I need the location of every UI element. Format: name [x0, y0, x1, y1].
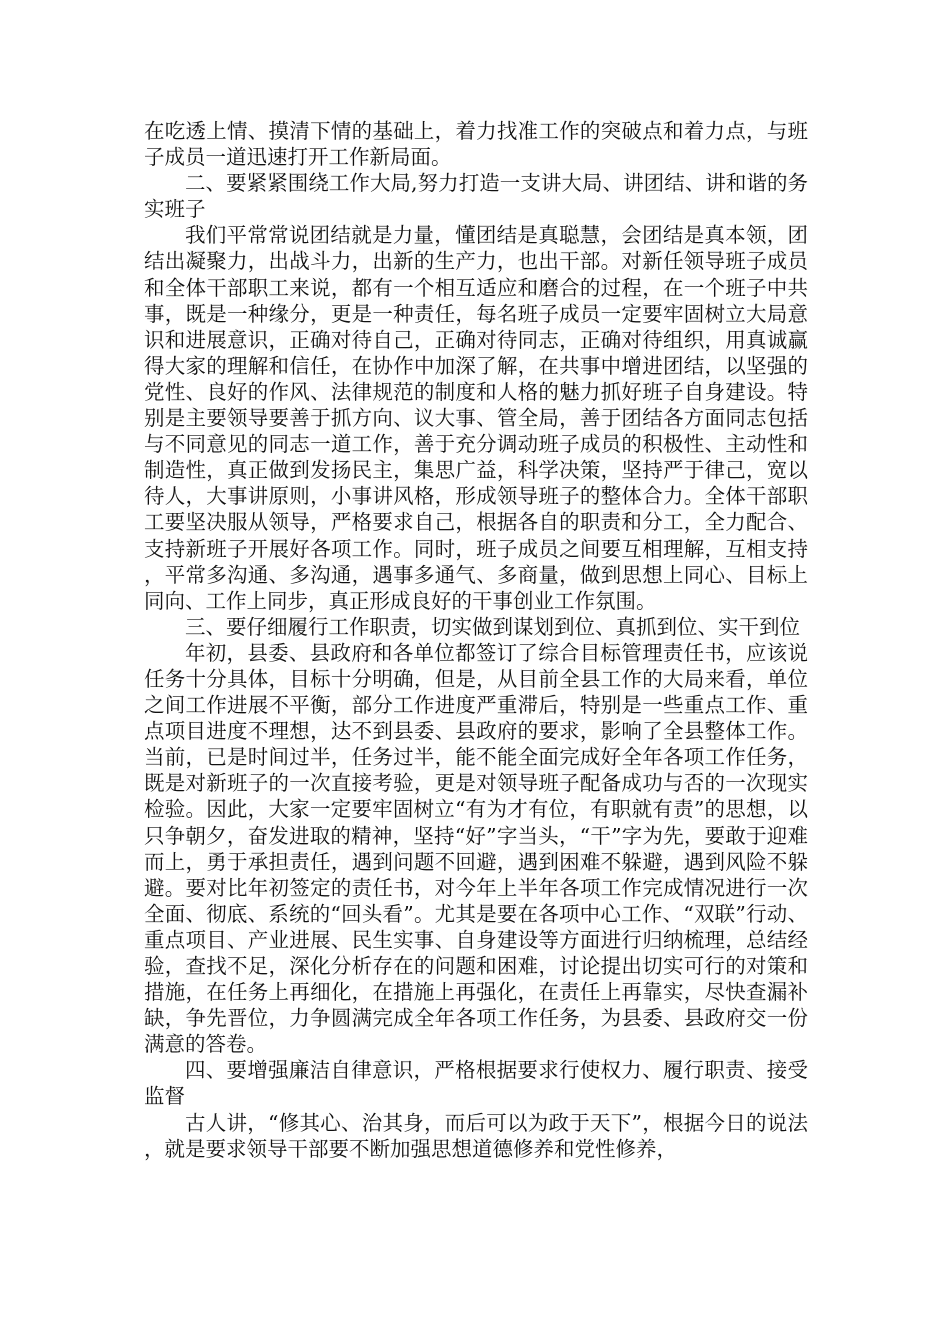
paragraph-duties: 年初，县委、县政府和各单位都签订了综合目标管理责任书，应该说任务十分具体，目标十分明确，但是，从目前全县工作的大局来看，单位之间工作进展不平衡，部分工作进度严重滞后，特别是一些重点工作、重点项目进度不理想，达不到县委、县政府的要求，影响了全县整体工作。当前，已是时间过半，任务过半，能不能全面完成好全年各项工作任务，既是对新班子的一次直接考验，更是对领导班子配备成功与否的一次现实检验。因此，大家一定要牢固树立“有为才有位，有职就有责”的思想，以只争朝夕，奋发进取的精神，坚持“好”字当头，“干”字为先，要敢于迎难而上，勇于承担责任，遇到问题不回避，遇到困难不躲避，遇到风险不躲避。要对比年初签定的责任书，对今年上半年各项工作完成情况进行一次全面、彻底、系统的“回头看”。尤其是要在各项中心工作、“双联”行动、重点项目、产业进展、民生实事、自身建设等方面进行归纳梳理，总结经验，查找不足，深化分析存在的问题和困难，讨论提出切实可行的对策和措施，在任务上再细化，在措施上再强化，在责任上再靠实，尽快查漏补缺，争先晋位，力争圆满完成全年各项工作任务，为县委、县政府交一份满意的答卷。 — [144, 640, 808, 1057]
paragraph-continuation: 在吃透上情、摸清下情的基础上，着力找准工作的突破点和着力点，与班子成员一道迅速打开工作新局面。 — [144, 119, 808, 170]
section-heading-3: 三、要仔细履行工作职责，切实做到谋划到位、真抓到位、实干到位 — [185, 614, 800, 639]
paragraph-unity: 我们平常常说团结就是力量，懂团结是真聪慧，会团结是真本领，团结出凝聚力，出战斗力，出新的生产力，也出干部。对新任领导班子成员和全体干部职工来说，都有一个相互适应和磨合的过程，在一个班子中共事，既是一种缘分，更是一种责任，每名班子成员一定要牢固树立大局意识和进展意识，正确对待自己，正确对待同志，正确对待组织，用真诚赢得大家的理解和信任，在协作中加深了解，在共事中增进团结，以坚强的党性、良好的作风、法律规范的制度和人格的魅力抓好班子自身建设。特别是主要领导要善于抓方向、议大事、管全局，善于团结各方面同志包括与不同意见的同志一道工作，善于充分调动班子成员的积极性、主动性和制造性，真正做到发扬民主，集思广益，科学决策，坚持严于律己，宽以待人，大事讲原则，小事讲风格，形成领导班子的整体合力。全体干部职工要坚决服从领导，严格要求自己，根据各自的职责和分工，全力配合、支持新班子开展好各项工作。同时，班子成员之间要互相理解，互相支持，平常多沟通、多沟通，遇事多通气、多商量，做到思想上同心、目标上同向、工作上同步，真正形成良好的干事创业工作氛围。 — [144, 223, 808, 613]
document-body — [144, 118, 808, 1162]
paragraph-integrity: 古人讲，“修其心、治其身，而后可以为政于天下”，根据今日的说法，就是要求领导干部要不断加强思想道德修养和党性修养， — [144, 1110, 808, 1161]
section-heading-2: 二、要紧紧围绕工作大局,努力打造一支讲大局、讲团结、讲和谐的务实班子 — [144, 171, 808, 222]
section-heading-4: 四、要增强廉洁自律意识，严格根据要求行使权力、履行职责、接受监督 — [144, 1058, 808, 1109]
